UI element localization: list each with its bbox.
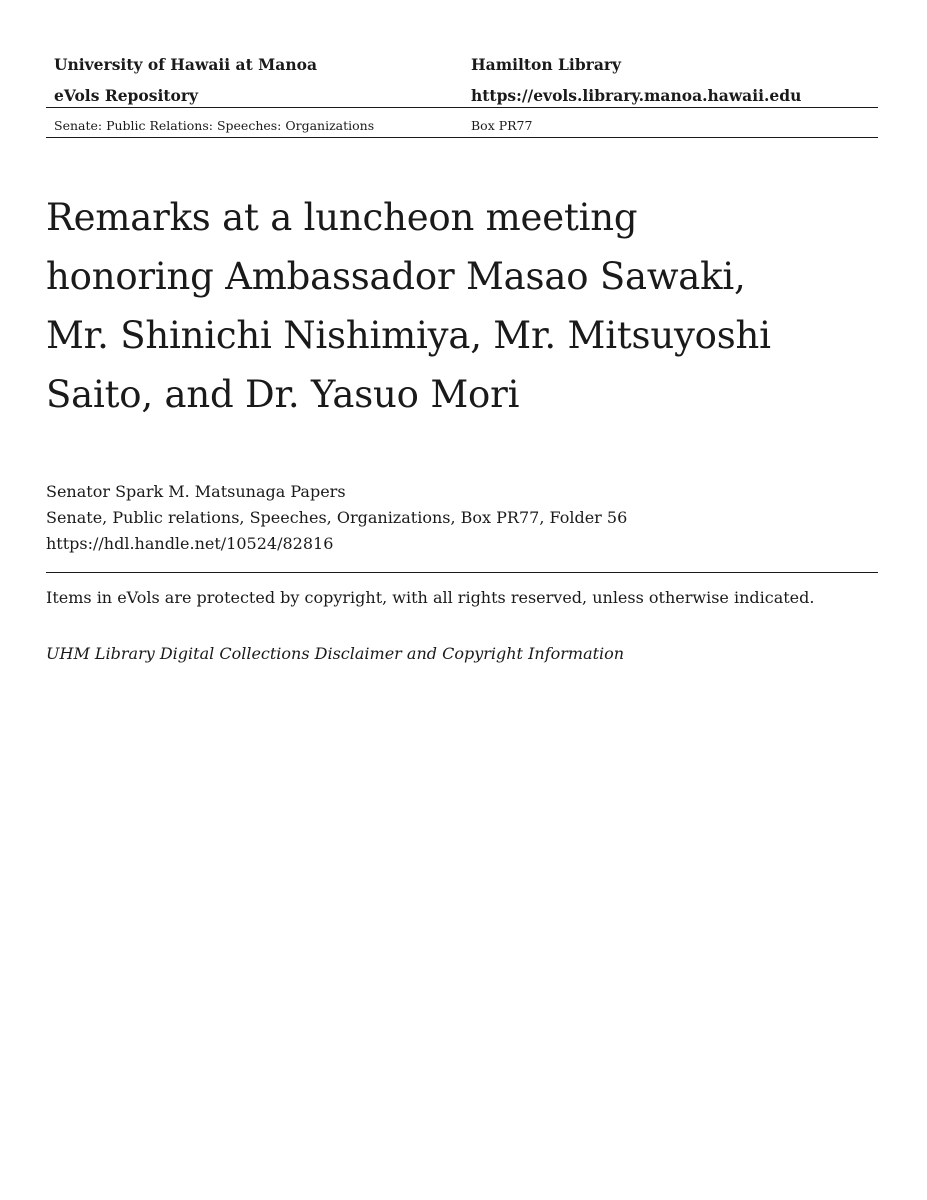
header-divider-bottom xyxy=(46,137,878,138)
rights-statement: Items in eVols are protected by copyright, with all rights reserved, unless otherwise indicated. xyxy=(46,588,815,607)
footer-divider xyxy=(46,572,878,573)
collection-path-row xyxy=(46,116,878,136)
document-metadata xyxy=(46,479,627,557)
collection-name: Senator Spark M. Matsunaga Papers xyxy=(46,482,346,501)
header-divider-top xyxy=(46,107,878,108)
library-name: Hamilton Library xyxy=(471,55,622,74)
document-title: Remarks at a luncheon meeting honoring Ambassador Masao Sawaki, Mr. Shinichi Nishimiya, Mr. Mitsuyoshi Saito, and Dr. Yasuo Mori xyxy=(46,196,771,416)
institution-name: University of Hawaii at Manoa xyxy=(54,55,317,74)
repository-url[interactable]: https://evols.library.manoa.hawaii.edu xyxy=(471,86,802,105)
box-label: Box PR77 xyxy=(471,118,533,133)
disclaimer-link[interactable]: UHM Library Digital Collections Disclaimer and Copyright Information xyxy=(46,644,625,663)
repository-name: eVols Repository xyxy=(54,86,199,105)
collection-path: Senate: Public Relations: Speeches: Organizations xyxy=(54,118,375,133)
handle-link[interactable]: https://hdl.handle.net/10524/82816 xyxy=(46,534,334,553)
header-row-1 xyxy=(46,50,878,80)
folder-location: Senate, Public relations, Speeches, Organizations, Box PR77, Folder 56 xyxy=(46,508,628,527)
